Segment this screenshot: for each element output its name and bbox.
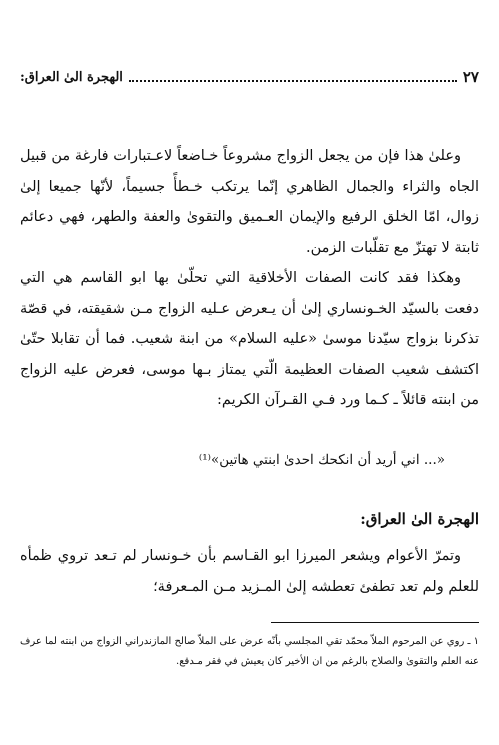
paragraph-2: وهكذا فقد كانت الصفات الأخلاقية التي تحلّىٰ بها ابو القاسم هي التي دفعت بالسيّد الخـونساري إلىٰ أن يـعرض عـليه الزواج مـن شقيقته، في قصّة تذكرنا بزواج سيّدنا موسىٰ «عليه السلام» من ابنة شعيب. فما أن تقابلا حتّىٰ اكتشف شعيب الصفات العظيمة الّتي يمتاز بـها موسى، فعرض عليه الزواج من ابنته قائلاً ـ كـما ورد فـي القـرآن الكريم: bbox=[20, 270, 479, 408]
footnote: ١ ـ روي عن المرحوم الملاّ محمّد تقي المجلسي بأنّه عرض على الملاّ صالح المازندراني الزواج من ابنته لما عرف عنه العلم والتقوىٰ والصلاح بالرغم من ان الأخير كان يعيش في فقر مـدقع. bbox=[20, 636, 479, 667]
footnote-separator bbox=[271, 622, 479, 623]
section-heading: الهجرة الىٰ العراق: bbox=[360, 510, 479, 528]
body-paragraphs bbox=[20, 141, 479, 416]
body-paragraph-last-container bbox=[20, 541, 479, 602]
paragraph-3: وتمرّ الأعوام ويشعر الميرزا ابو القـاسم بأن خـونسار لم تـعد تروي ظمأه للعلم ولم تعد تطفئ تعطشه إلىٰ المـزيد مـن المـعرفة؛ bbox=[20, 548, 479, 595]
running-header bbox=[20, 66, 479, 88]
paragraph-1: وعلىٰ هذا فإن من يجعل الزواج مشروعاً خـاضعاً لاعـتبارات فارغة من قبيل الجاه والثراء والجمال الظاهري إنّما يرتكب خـطأً جسيماً، لأنّها جميعا إلىٰ زوال، امّا الخلق الرفيع والإيمان العـميق والتقوىٰ والعفة والطهر، فهي دعائم ثابتة لا تهتزّ مع تقلّبات الزمن. bbox=[20, 148, 479, 256]
quran-quote: «... اني أريد أن انكحك احدىٰ ابنتي هاتين»⁽¹⁾ bbox=[198, 452, 445, 468]
header-dotted-leader bbox=[129, 80, 457, 82]
page-number: ٢٧ bbox=[462, 68, 479, 86]
running-title: الهجرة الىٰ العراق: bbox=[20, 69, 123, 85]
